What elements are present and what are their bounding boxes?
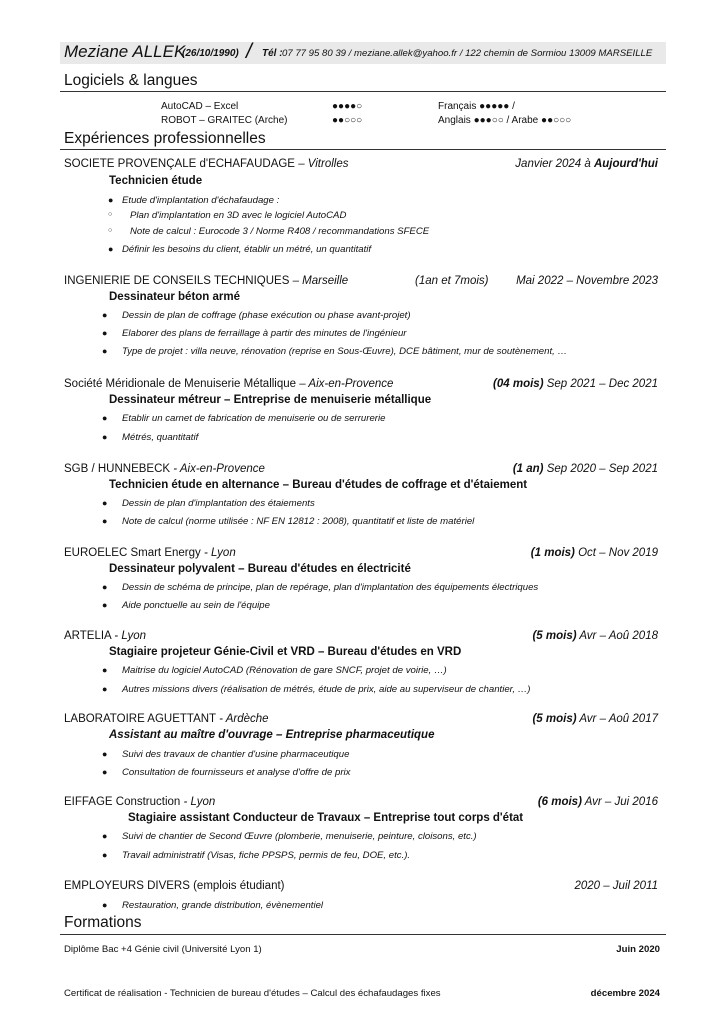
- bullet-icon: ●: [102, 767, 108, 777]
- job-role: Stagiaire projeteur Génie-Civil et VRD – Bureau d'études en VRD: [109, 646, 462, 658]
- header-separator: /: [246, 40, 252, 63]
- software-autocad-level: ●●●●○: [332, 101, 363, 112]
- job-company: Société Méridionale de Menuiserie Métallique – Aix-en-Provence: [64, 378, 394, 390]
- bullet-icon: ●: [102, 600, 108, 610]
- job-dates: Mai 2022 – Novembre 2023: [516, 275, 658, 287]
- job-bullet: Note de calcul (norme utilisée : NF EN 12812 : 2008), quantitatif et liste de matériel: [122, 516, 475, 527]
- job-bullet: Métrés, quantitatif: [122, 432, 199, 443]
- job-bullet: Travail administratif (Visas, fiche PPSPS, permis de feu, DOE, etc.).: [122, 850, 411, 861]
- job-bullet: Suivi de chantier de Second Œuvre (plomberie, menuiserie, peinture, cloisons, etc.): [122, 831, 477, 842]
- section-divider: [60, 149, 666, 150]
- job-bullet: Suivi des travaux de chantier d'usine pharmaceutique: [122, 749, 350, 760]
- bullet-icon: ●: [102, 582, 108, 592]
- software-autocad: AutoCAD – Excel: [161, 101, 239, 112]
- job-bullet: Aide ponctuelle au sein de l'équipe: [122, 600, 270, 611]
- education-item: Diplôme Bac +4 Génie civil (Université Lyon 1): [64, 944, 262, 955]
- job-bullet: Elaborer des plans de ferraillage à partir des minutes de l'ingénieur: [122, 328, 407, 339]
- job-company: LABORATOIRE AGUETTANT - Ardèche: [64, 713, 269, 725]
- job-bullet: Etablir un carnet de fabrication de menuiserie ou de serrurerie: [122, 413, 386, 424]
- bullet-icon: ●: [102, 498, 108, 508]
- bullet-icon: ●: [102, 684, 108, 694]
- sub-bullet-icon: ○: [108, 211, 113, 218]
- bullet-icon: ●: [102, 900, 108, 910]
- education-date: décembre 2024: [590, 988, 660, 999]
- education-date: Juin 2020: [616, 944, 660, 955]
- job-bullet: Etude d'implantation d'échafaudage :: [122, 195, 280, 206]
- job-dates: (04 mois) Sep 2021 – Dec 2021: [493, 378, 658, 390]
- section-divider: [60, 91, 666, 92]
- job-bullet: Maitrise du logiciel AutoCAD (Rénovation de gare SNCF, projet de voirie, …): [122, 665, 447, 676]
- job-dates: (5 mois) Avr – Aoû 2018: [532, 630, 658, 642]
- job-company: EIFFAGE Construction - Lyon: [64, 796, 216, 808]
- job-role: Technicien étude: [109, 175, 203, 187]
- job-bullet: Dessin de plan d'implantation des étaiements: [122, 498, 315, 509]
- job-bullet: Dessin de plan de coffrage (phase exécution ou phase avant-projet): [122, 310, 411, 321]
- bullet-icon: ●: [108, 195, 114, 205]
- job-company: INGENIERIE DE CONSEILS TECHNIQUES – Marseille: [64, 275, 349, 287]
- section-title-software: Logiciels & langues: [64, 72, 198, 89]
- job-company: ARTELIA - Lyon: [64, 630, 147, 642]
- bullet-icon: ●: [102, 310, 108, 320]
- software-robot-level: ●●○○○: [332, 115, 363, 126]
- job-dates: (6 mois) Avr – Jui 2016: [537, 796, 658, 808]
- job-dates: (1 mois) Oct – Nov 2019: [530, 547, 658, 559]
- section-title-education: Formations: [64, 914, 142, 931]
- job-sub-bullet: Note de calcul : Eurocode 3 / Norme R408 / recommandations SFECE: [130, 226, 430, 237]
- job-company: EMPLOYEURS DIVERS (emplois étudiant): [64, 880, 285, 892]
- bullet-icon: ●: [108, 244, 114, 254]
- last-name: ALLEK: [132, 42, 186, 61]
- job-role: Assistant au maître d'ouvrage – Entreprise pharmaceutique: [109, 729, 435, 741]
- job-company: EUROELEC Smart Energy - Lyon: [64, 547, 236, 559]
- language-english-arabic: Anglais ●●●○○ / Arabe ●●○○○: [438, 115, 572, 126]
- bullet-icon: ●: [102, 831, 108, 841]
- section-divider: [60, 934, 666, 935]
- software-robot: ROBOT – GRAITEC (Arche): [161, 115, 288, 126]
- sub-bullet-icon: ○: [108, 227, 113, 234]
- job-bullet: Restauration, grande distribution, évènementiel: [122, 900, 324, 911]
- job-bullet: Consultation de fournisseurs et analyse d'offre de prix: [122, 767, 351, 778]
- language-french: Français ●●●●● /: [438, 101, 515, 112]
- bullet-icon: ●: [102, 516, 108, 526]
- first-name: Meziane: [64, 42, 129, 61]
- bullet-icon: ●: [102, 413, 108, 423]
- bullet-icon: ●: [102, 749, 108, 759]
- bullet-icon: ●: [102, 665, 108, 675]
- job-dates: 2020 – Juil 2011: [574, 880, 658, 892]
- job-role: Stagiaire assistant Conducteur de Travaux – Entreprise tout corps d'état: [128, 812, 524, 824]
- job-bullet: Type de projet : villa neuve, rénovation (reprise en Sous-Œuvre), DCE bâtiment, mur de soutènement, …: [122, 346, 568, 357]
- job-bullet: Définir les besoins du client, établir un métré, un quantitatif: [122, 244, 372, 255]
- job-role: Dessinateur béton armé: [109, 291, 241, 303]
- bullet-icon: ●: [102, 346, 108, 356]
- birth-date: (26/10/1990): [182, 48, 239, 59]
- bullet-icon: ●: [102, 850, 108, 860]
- contact-details: 07 77 95 80 39 / meziane.allek@yahoo.fr / 122 chemin de Sormiou 13009 MARSEILLE: [282, 48, 653, 59]
- section-title-experience: Expériences professionnelles: [64, 130, 266, 147]
- job-company: SOCIETE PROVENÇALE d'ECHAFAUDAGE – Vitrolles: [64, 158, 349, 170]
- job-company: SGB / HUNNEBECK - Aix-en-Provence: [64, 463, 265, 475]
- job-role: Dessinateur polyvalent – Bureau d'études en électricité: [109, 563, 411, 575]
- job-duration: (1an et 7mois): [415, 275, 489, 287]
- job-dates: Janvier 2024 à Aujourd'hui: [515, 158, 658, 170]
- job-bullet: Dessin de schéma de principe, plan de repérage, plan d'implantation des équipements électriques: [122, 582, 539, 593]
- job-role: Dessinateur métreur – Entreprise de menuiserie métallique: [109, 394, 432, 406]
- job-role: Technicien étude en alternance – Bureau d'études de coffrage et d'étaiement: [109, 479, 528, 491]
- job-dates: (5 mois) Avr – Aoû 2017: [532, 713, 658, 725]
- full-name: [64, 42, 185, 62]
- job-bullet: Autres missions divers (réalisation de métrés, étude de prix, aide au superviseur de chantier, …): [122, 684, 531, 695]
- bullet-icon: ●: [102, 432, 108, 442]
- education-item: Certificat de réalisation - Technicien de bureau d'études – Calcul des échafaudages fixes: [64, 988, 441, 999]
- job-dates: (1 an) Sep 2020 – Sep 2021: [512, 463, 658, 475]
- bullet-icon: ●: [102, 328, 108, 338]
- tel-label: Tél :: [262, 48, 283, 59]
- job-sub-bullet: Plan d'implantation en 3D avec le logiciel AutoCAD: [130, 210, 347, 221]
